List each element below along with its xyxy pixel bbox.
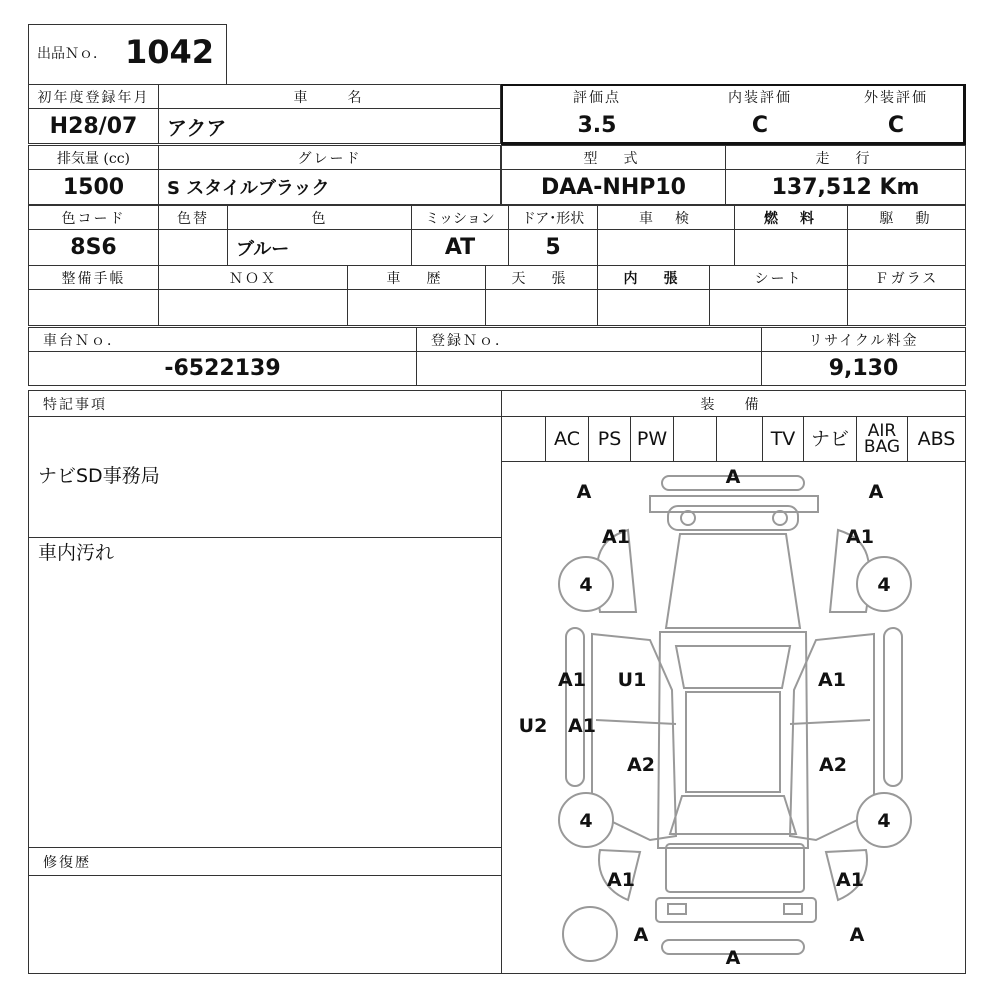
mark-rear-right: A (849, 924, 865, 946)
mileage-label: 走 行 (725, 145, 966, 170)
interior-label: 内装評価 (691, 86, 830, 109)
mark-rear-left: A (633, 924, 649, 946)
mark-tire-fr: 4 (877, 574, 891, 596)
grade-label: グレード (158, 145, 501, 170)
notes-label: 特記事項 (28, 390, 502, 417)
mark-hood-left: A1 (602, 526, 630, 548)
reg-date-label: 初年度登録年月 (28, 84, 159, 109)
model-label: 型 式 (501, 145, 726, 170)
door-value: 5 (508, 229, 598, 266)
displacement-label: 排気量 (cc) (28, 145, 159, 170)
mark-quarter-left: A1 (607, 869, 635, 891)
left-taillight (668, 904, 686, 914)
mark-front-bumper: A (725, 466, 741, 488)
roof-label: 天 張 (485, 265, 598, 290)
rear-panel-outline (656, 898, 816, 922)
chassis-label: 車台Ｎｏ． (28, 327, 417, 352)
left-headlight (681, 511, 695, 525)
mark-door-rear-right: A2 (819, 754, 847, 776)
score-value: 3.5 (503, 108, 692, 142)
note-line-2: 車内汚れ (38, 542, 115, 564)
model-value: DAA-NHP10 (501, 169, 726, 205)
history-label: 車 歴 (347, 265, 486, 290)
mark-front-right: A (868, 481, 884, 503)
mission-value: AT (411, 229, 509, 266)
rear-glass-outline (670, 796, 796, 834)
equip-tv: TV (762, 416, 804, 462)
grille-outline (668, 506, 798, 530)
hood-outline (666, 534, 800, 628)
mission-label: ミッション (411, 205, 509, 230)
mark-front-left: A (576, 481, 592, 503)
inspection-label: 車 検 (597, 205, 735, 230)
note-line-1: ナビSD事務局 (38, 465, 160, 487)
color-label: 色 (227, 205, 412, 230)
mark-tire-fl: 4 (579, 574, 593, 596)
mark-tire-rr: 4 (877, 810, 891, 832)
mark-hood-right: A1 (846, 526, 874, 548)
color-code-label: 色コード (28, 205, 159, 230)
color-code-value: 8S6 (28, 229, 159, 266)
fuel-label: 燃 料 (734, 205, 848, 230)
repaint-label: 色替 (158, 205, 228, 230)
spare-tire (563, 907, 617, 961)
equip-navi: ナビ (803, 416, 857, 462)
equip-ps: PS (588, 416, 631, 462)
lot-number: 1042 (125, 33, 215, 71)
exterior-value: C (829, 108, 963, 142)
roof-outline (686, 692, 780, 792)
equip-ac: AC (545, 416, 589, 462)
reg-no-label: 登録Ｎｏ． (416, 327, 762, 352)
mark-pillar-left: U1 (617, 669, 647, 691)
inner-label: 内 張 (597, 265, 710, 290)
seat-label: シート (709, 265, 848, 290)
left-rocker-outline (566, 628, 584, 786)
exterior-label: 外装評価 (829, 86, 963, 109)
equip-pw: PW (630, 416, 674, 462)
reg-date-value: H28/07 (28, 108, 159, 144)
mark-door-rear-left: A2 (627, 754, 655, 776)
equip-airbag: AIR BAG (856, 416, 908, 462)
grade-value: S スタイルブラック (158, 169, 501, 205)
door-label: ドア･形状 (508, 205, 598, 230)
right-headlight (773, 511, 787, 525)
displacement-value: 1500 (28, 169, 159, 205)
maintenance-label: 整備手帳 (28, 265, 159, 290)
interior-value: C (691, 108, 830, 142)
mark-fender-left: A1 (558, 669, 586, 691)
drive-label: 駆 動 (847, 205, 966, 230)
mileage-value: 137,512 Km (725, 169, 966, 205)
right-taillight (784, 904, 802, 914)
car-name-value: アクア (158, 108, 501, 144)
lot-label: 出品Ｎｏ． (37, 46, 107, 62)
windshield-outline (676, 646, 790, 688)
mark-rocker-left: U2 (518, 715, 548, 737)
recycle-label: リサイクル料金 (761, 327, 966, 352)
mark-quarter-right: A1 (836, 869, 864, 891)
mark-tire-rl: 4 (579, 810, 593, 832)
fglass-label: Ｆガラス (847, 265, 966, 290)
color-value: ブルー (227, 229, 412, 266)
mark-rear-bumper: A (725, 947, 741, 969)
front-panel-outline (650, 496, 818, 512)
car-name-label: 車 名 (158, 84, 501, 109)
nox-label: ＮＯＸ (158, 265, 348, 290)
right-rocker-outline (884, 628, 902, 786)
recycle-value: 9,130 (761, 351, 966, 386)
equip-abs: ABS (907, 416, 966, 462)
mark-door-left: A1 (568, 715, 596, 737)
score-label: 評価点 (503, 86, 692, 109)
mark-fender-right: A1 (818, 669, 846, 691)
equipment-label: 装 備 (501, 390, 966, 417)
repair-history-label: 修復歴 (28, 847, 502, 876)
chassis-value: -6522139 (28, 351, 417, 386)
trunk-outline (666, 844, 804, 892)
